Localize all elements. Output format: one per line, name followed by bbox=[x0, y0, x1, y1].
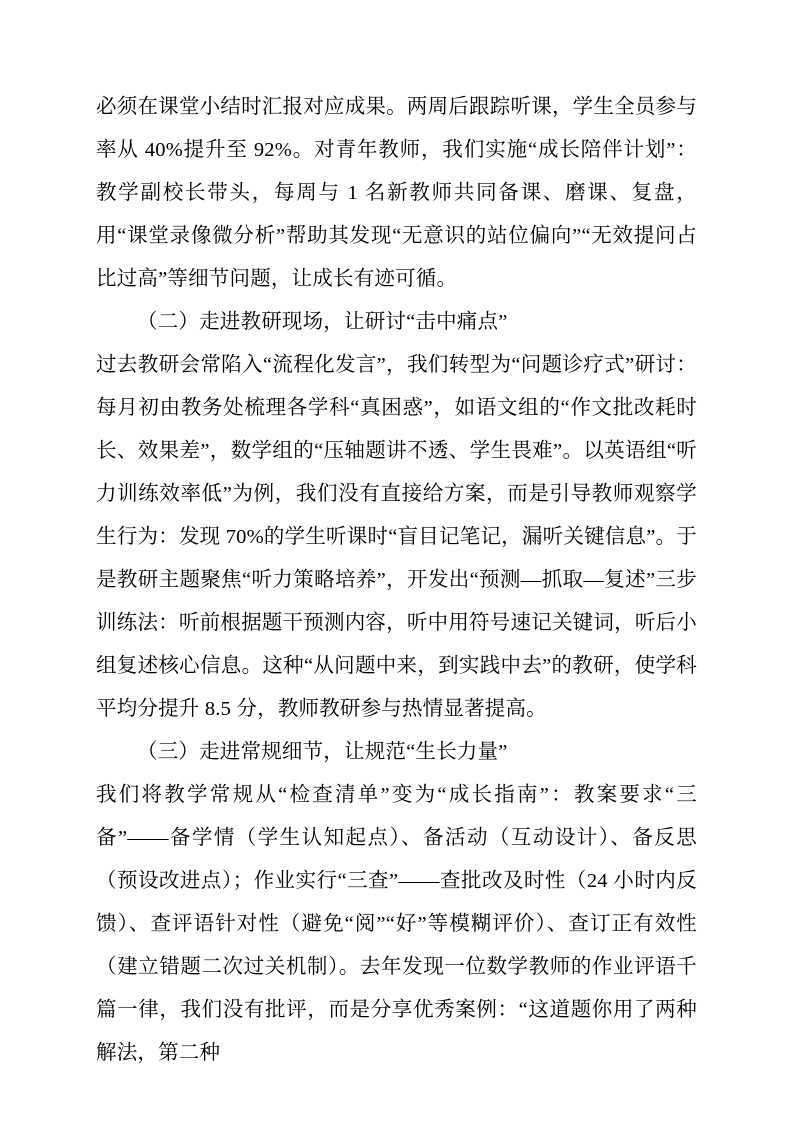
heading-section-two: （二）走进教研现场，让研讨“击中痛点” bbox=[137, 311, 508, 333]
paragraph-continuation: 必须在课堂小结时汇报对应成果。两周后跟踪听课，学生全员参与率从 40%提升至 92%。对青年教师，我们实施“成长陪伴计划”：教学副校长带头，每周与 1 名新教师共同备课、磨课、复盘，用“课堂录像微分析”帮助其发现“无意识的站位偏向”“无效提问占比过高”等细节问题，让成长有迹可循。 bbox=[96, 96, 697, 290]
paragraph-section-three-body: 我们将教学常规从“检查清单”变为“成长指南”：教案要求“三备”——备学情（学生认知起点）、备活动（互动设计）、备反思（预设改进点）；作业实行“三查”——查批改及时性（24 小时内反馈）、查评语针对性（避免“阅”“好”等模糊评价）、查订正有效性（建立错题二次过关机制）。去年发现一位数学教师的作业评语千篇一律，我们没有批评，而是分享优秀案例：“这道题你用了两种解法，第二种 bbox=[96, 784, 697, 1064]
document-body bbox=[96, 86, 697, 1075]
paragraph-section-two-body: 过去教研会常陷入“流程化发言”，我们转型为“问题诊疗式”研讨：每月初由教务处梳理各学科“真困惑”，如语文组的“作文批改耗时长、效果差”，数学组的“压轴题讲不透、学生畏难”。以英语组“听力训练效率低”为例，我们没有直接给方案，而是引导教师观察学生行为：发现 70%的学生听课时“盲目记笔记，漏听关键信息”。于是教研主题聚焦“听力策略培养”，开发出“预测—抓取—复述”三步训练法：听前根据题干预测内容，听中用符号速记关键词，听后小组复述核心信息。这种“从问题中来，到实践中去”的教研，使学科平均分提升 8.5 分，教师教研参与热情显著提高。 bbox=[96, 354, 697, 720]
heading-section-three: （三）走进常规细节，让规范“生长力量” bbox=[137, 741, 508, 763]
